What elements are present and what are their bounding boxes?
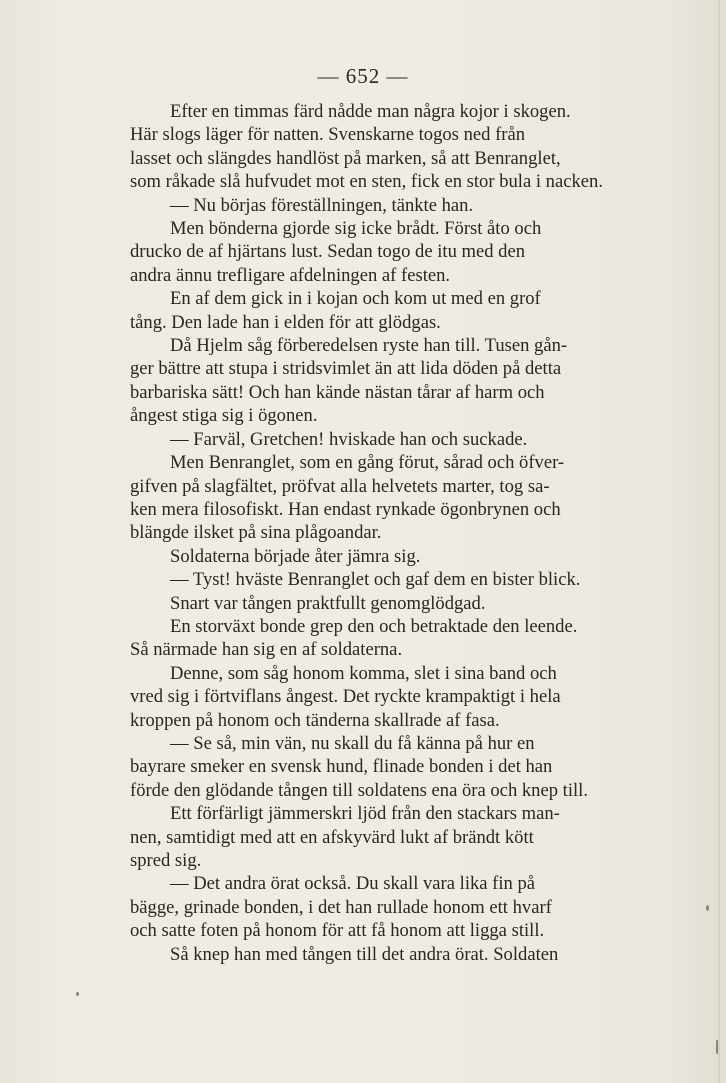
paragraph bbox=[130, 732, 658, 802]
text-line: — Farväl, Gretchen! hviskade han och suckade. bbox=[170, 428, 528, 450]
paragraph bbox=[130, 592, 658, 615]
text-line: Denne, som såg honom komma, slet i sina band och bbox=[170, 662, 557, 684]
paragraph bbox=[130, 802, 658, 872]
text-line: bägge, grinade bonden, i det han rullade honom ett hvarf bbox=[130, 896, 552, 918]
paragraph bbox=[130, 100, 658, 194]
text-line: ger bättre att stupa i stridsvimlet än att lida döden på detta bbox=[130, 358, 562, 380]
text-line: Snart var tången praktfullt genomglödgad. bbox=[170, 592, 486, 614]
text-line: lasset och slängdes handlöst på marken, så att Benranglet, bbox=[130, 147, 561, 169]
text-line: drucko de af hjärtans lust. Sedan togo de itu med den bbox=[130, 241, 526, 263]
text-line: — Nu börjas föreställningen, tänkte han. bbox=[170, 194, 474, 216]
text-line: Men bönderna gjorde sig icke brådt. Först åto och bbox=[170, 218, 542, 240]
paragraph bbox=[130, 943, 658, 966]
page-edge bbox=[718, 0, 720, 1083]
paragraph bbox=[130, 872, 658, 942]
text-line: tång. Den lade han i elden för att glödgas. bbox=[130, 311, 441, 333]
text-line: blängde ilsket på sina plågoandar. bbox=[130, 522, 382, 544]
text-line: förde den glödande tången till soldatens ena öra och knep till. bbox=[130, 779, 588, 801]
paragraph bbox=[130, 662, 658, 732]
paragraph bbox=[130, 615, 658, 662]
paragraph bbox=[130, 217, 658, 287]
text-line: andra ännu trefligare afdelningen af festen. bbox=[130, 264, 451, 286]
text-line: Efter en timmas färd nådde man några kojor i skogen. bbox=[170, 101, 571, 122]
paragraph bbox=[130, 568, 658, 591]
page-number: — 652 — bbox=[317, 64, 409, 88]
text-line: spred sig. bbox=[130, 850, 202, 871]
text-line: En storväxt bonde grep den och betraktade den leende. bbox=[170, 615, 578, 637]
text-line: Ett förfärligt jämmerskri ljöd från den stackars man- bbox=[170, 803, 560, 825]
paragraph bbox=[130, 334, 658, 428]
text-line: som råkade slå hufvudet mot en sten, fick en stor bula i nacken. bbox=[130, 171, 603, 193]
text-line: En af dem gick in i kojan och kom ut med en grof bbox=[170, 288, 541, 310]
text-line: — Det andra örat också. Du skall vara lika fin på bbox=[170, 873, 536, 895]
text-line: bayrare smeker en svensk hund, flinade bonden i det han bbox=[130, 756, 553, 778]
text-line: Här slogs läger för natten. Svenskarne togos ned från bbox=[130, 124, 525, 146]
text-line: — Se så, min vän, nu skall du få känna på hur en bbox=[170, 732, 535, 754]
paragraph bbox=[130, 545, 658, 568]
print-speck bbox=[716, 1040, 718, 1054]
text-line: kroppen på honom och tänderna skallrade af fasa. bbox=[130, 709, 500, 731]
print-speck bbox=[706, 905, 709, 911]
text-line: och satte foten på honom för att få honom att ligga still. bbox=[130, 920, 545, 942]
text-line: — Tyst! hväste Benranglet och gaf dem en bister blick. bbox=[170, 569, 581, 591]
print-speck bbox=[76, 992, 79, 996]
text-line: Men Benranglet, som en gång förut, sårad och öfver- bbox=[170, 452, 565, 474]
text-line: Så närmade han sig en af soldaterna. bbox=[130, 639, 403, 661]
text-line: nen, samtidigt med att en afskyvärd lukt af brändt kött bbox=[130, 826, 534, 848]
text-line: Så knep han med tången till det andra örat. Soldaten bbox=[170, 943, 559, 965]
body-text bbox=[130, 100, 658, 966]
text-line: Då Hjelm såg förberedelsen ryste han till. Tusen gån- bbox=[170, 335, 568, 357]
paragraph bbox=[130, 287, 658, 334]
paragraph bbox=[130, 451, 658, 545]
text-line: barbariska sätt! Och han kände nästan tårar af harm och bbox=[130, 381, 545, 403]
paragraph bbox=[130, 194, 658, 217]
text-line: gifven på slagfältet, pröfvat alla helvetets marter, tog sa- bbox=[130, 475, 550, 497]
text-line: Soldaterna började åter jämra sig. bbox=[170, 545, 421, 567]
text-line: ken mera filosofiskt. Han endast rynkade ögonbrynen och bbox=[130, 498, 561, 520]
text-line: ångest stiga sig i ögonen. bbox=[130, 405, 318, 427]
text-line: vred sig i förtviflans ångest. Det ryckte krampaktigt i hela bbox=[130, 686, 561, 708]
paragraph bbox=[130, 428, 658, 451]
